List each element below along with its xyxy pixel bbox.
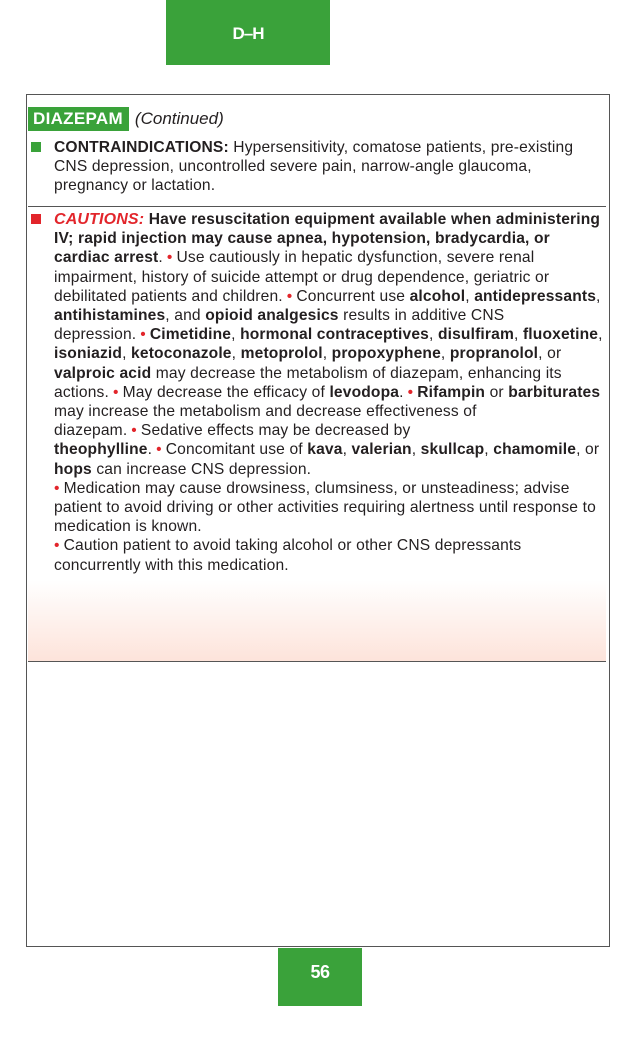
bullet-dot: • [112, 383, 119, 401]
bullet-dot: • [407, 383, 414, 401]
cautions-section [28, 207, 606, 662]
drug-title [28, 106, 224, 132]
red-square-icon [31, 214, 41, 224]
bullet-dot: • [131, 422, 137, 440]
page-number: 56 [310, 962, 330, 982]
green-square-icon [31, 142, 41, 152]
drug-name-badge: DIAZEPAM [28, 107, 129, 131]
bullet-dot: • [156, 441, 162, 459]
cautions-label: CAUTIONS: [54, 211, 145, 228]
section-divider [28, 661, 606, 662]
continued-label: (Continued) [134, 109, 224, 128]
bullet-dot: • [166, 249, 173, 267]
bullet-dot: • [140, 326, 146, 344]
page-number-tab [278, 948, 362, 1006]
contraindications-text: CONTRAINDICATIONS: Hypersensitivity, comatose patients, pre-existing CNS depression, uncontrolled severe pain, narrow-angle glaucoma, pregnancy or lactation. [54, 139, 574, 195]
contraindications-section [28, 138, 606, 196]
section-tab [166, 0, 330, 65]
cautions-text: CAUTIONS: Have resuscitation equipment available when administering IV; rapid injection may cause apnea, hypotension, bradycardia, or cardiac arrest. • Use cautiously in hepatic dysfunction, severe renal impairment, history of suicide attempt or drug dependence, geriatric or debilitated patients and children. • Concurrent use alcohol, antidepressants, antihistamines, and opioid analgesics results in additive CNS depression. • Cimetidine, hormonal contraceptives, disulfiram, fluoxetine, isoniazid, ketoconazole, metoprolol, propoxyphene, propranolol, or valproic acid may decrease the metabolism of diazepam, enhancing its actions. • May decrease the efficacy of levodopa. • Rifampin or barbiturates may increase the metabolism and decrease effectiveness of diazepam. • Sedative effects may be decreased by theophylline. • Concomitant use of kava, valerian, skullcap, chamomile, or hops can increase CNS depression. • Medication may cause drowsiness, clumsiness, or unsteadiness; advise patient to avoid driving or other activities requiring alertness until response to medication is known. • Caution patient to avoid taking alcohol or other CNS depressants concurrently with this medication. [54, 211, 603, 574]
bullet-dot: • [54, 537, 60, 555]
section-tab-label: D–H [232, 24, 264, 43]
bullet-dot: • [286, 287, 293, 305]
bullet-dot: • [54, 479, 60, 497]
contraindications-label: CONTRAINDICATIONS: [54, 139, 229, 156]
